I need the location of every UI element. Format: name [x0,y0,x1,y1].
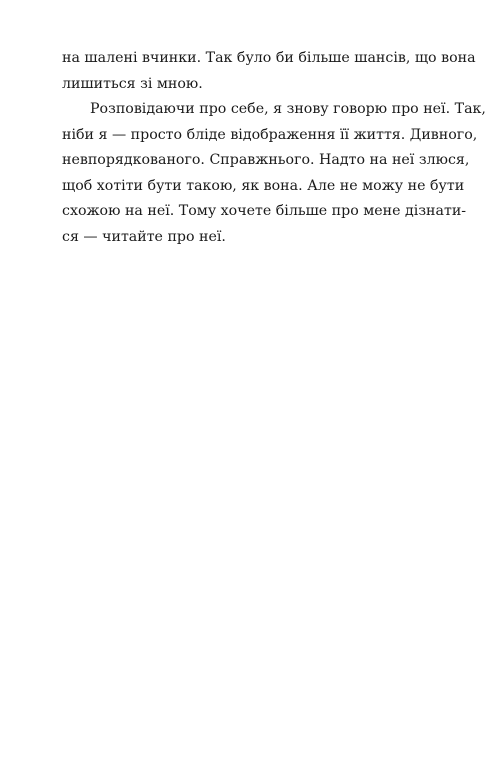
text-line: Розповідаючи про себе, я знову говорю про неї. Так, [90,101,486,117]
text-line: схожою на неї. Тому хочете більше про мене дізнати- [62,203,467,219]
text-line: на шалені вчинки. Так було би більше шансів, що вона [62,50,476,66]
text-line: лишиться зі мною. [62,75,203,92]
paragraph-2 [62,97,486,250]
paragraph-1 [62,46,476,97]
text-line: ніби я — просто бліде відображення її життя. Дивного, [62,126,478,143]
text-line: невпорядкованого. Справжнього. Надто на неї злюся, [62,152,470,168]
text-line: щоб хотіти бути такою, як вона. Але не можу не бути [62,177,465,194]
body-text [62,46,486,250]
text-line: ся — читайте про неї. [62,228,226,245]
